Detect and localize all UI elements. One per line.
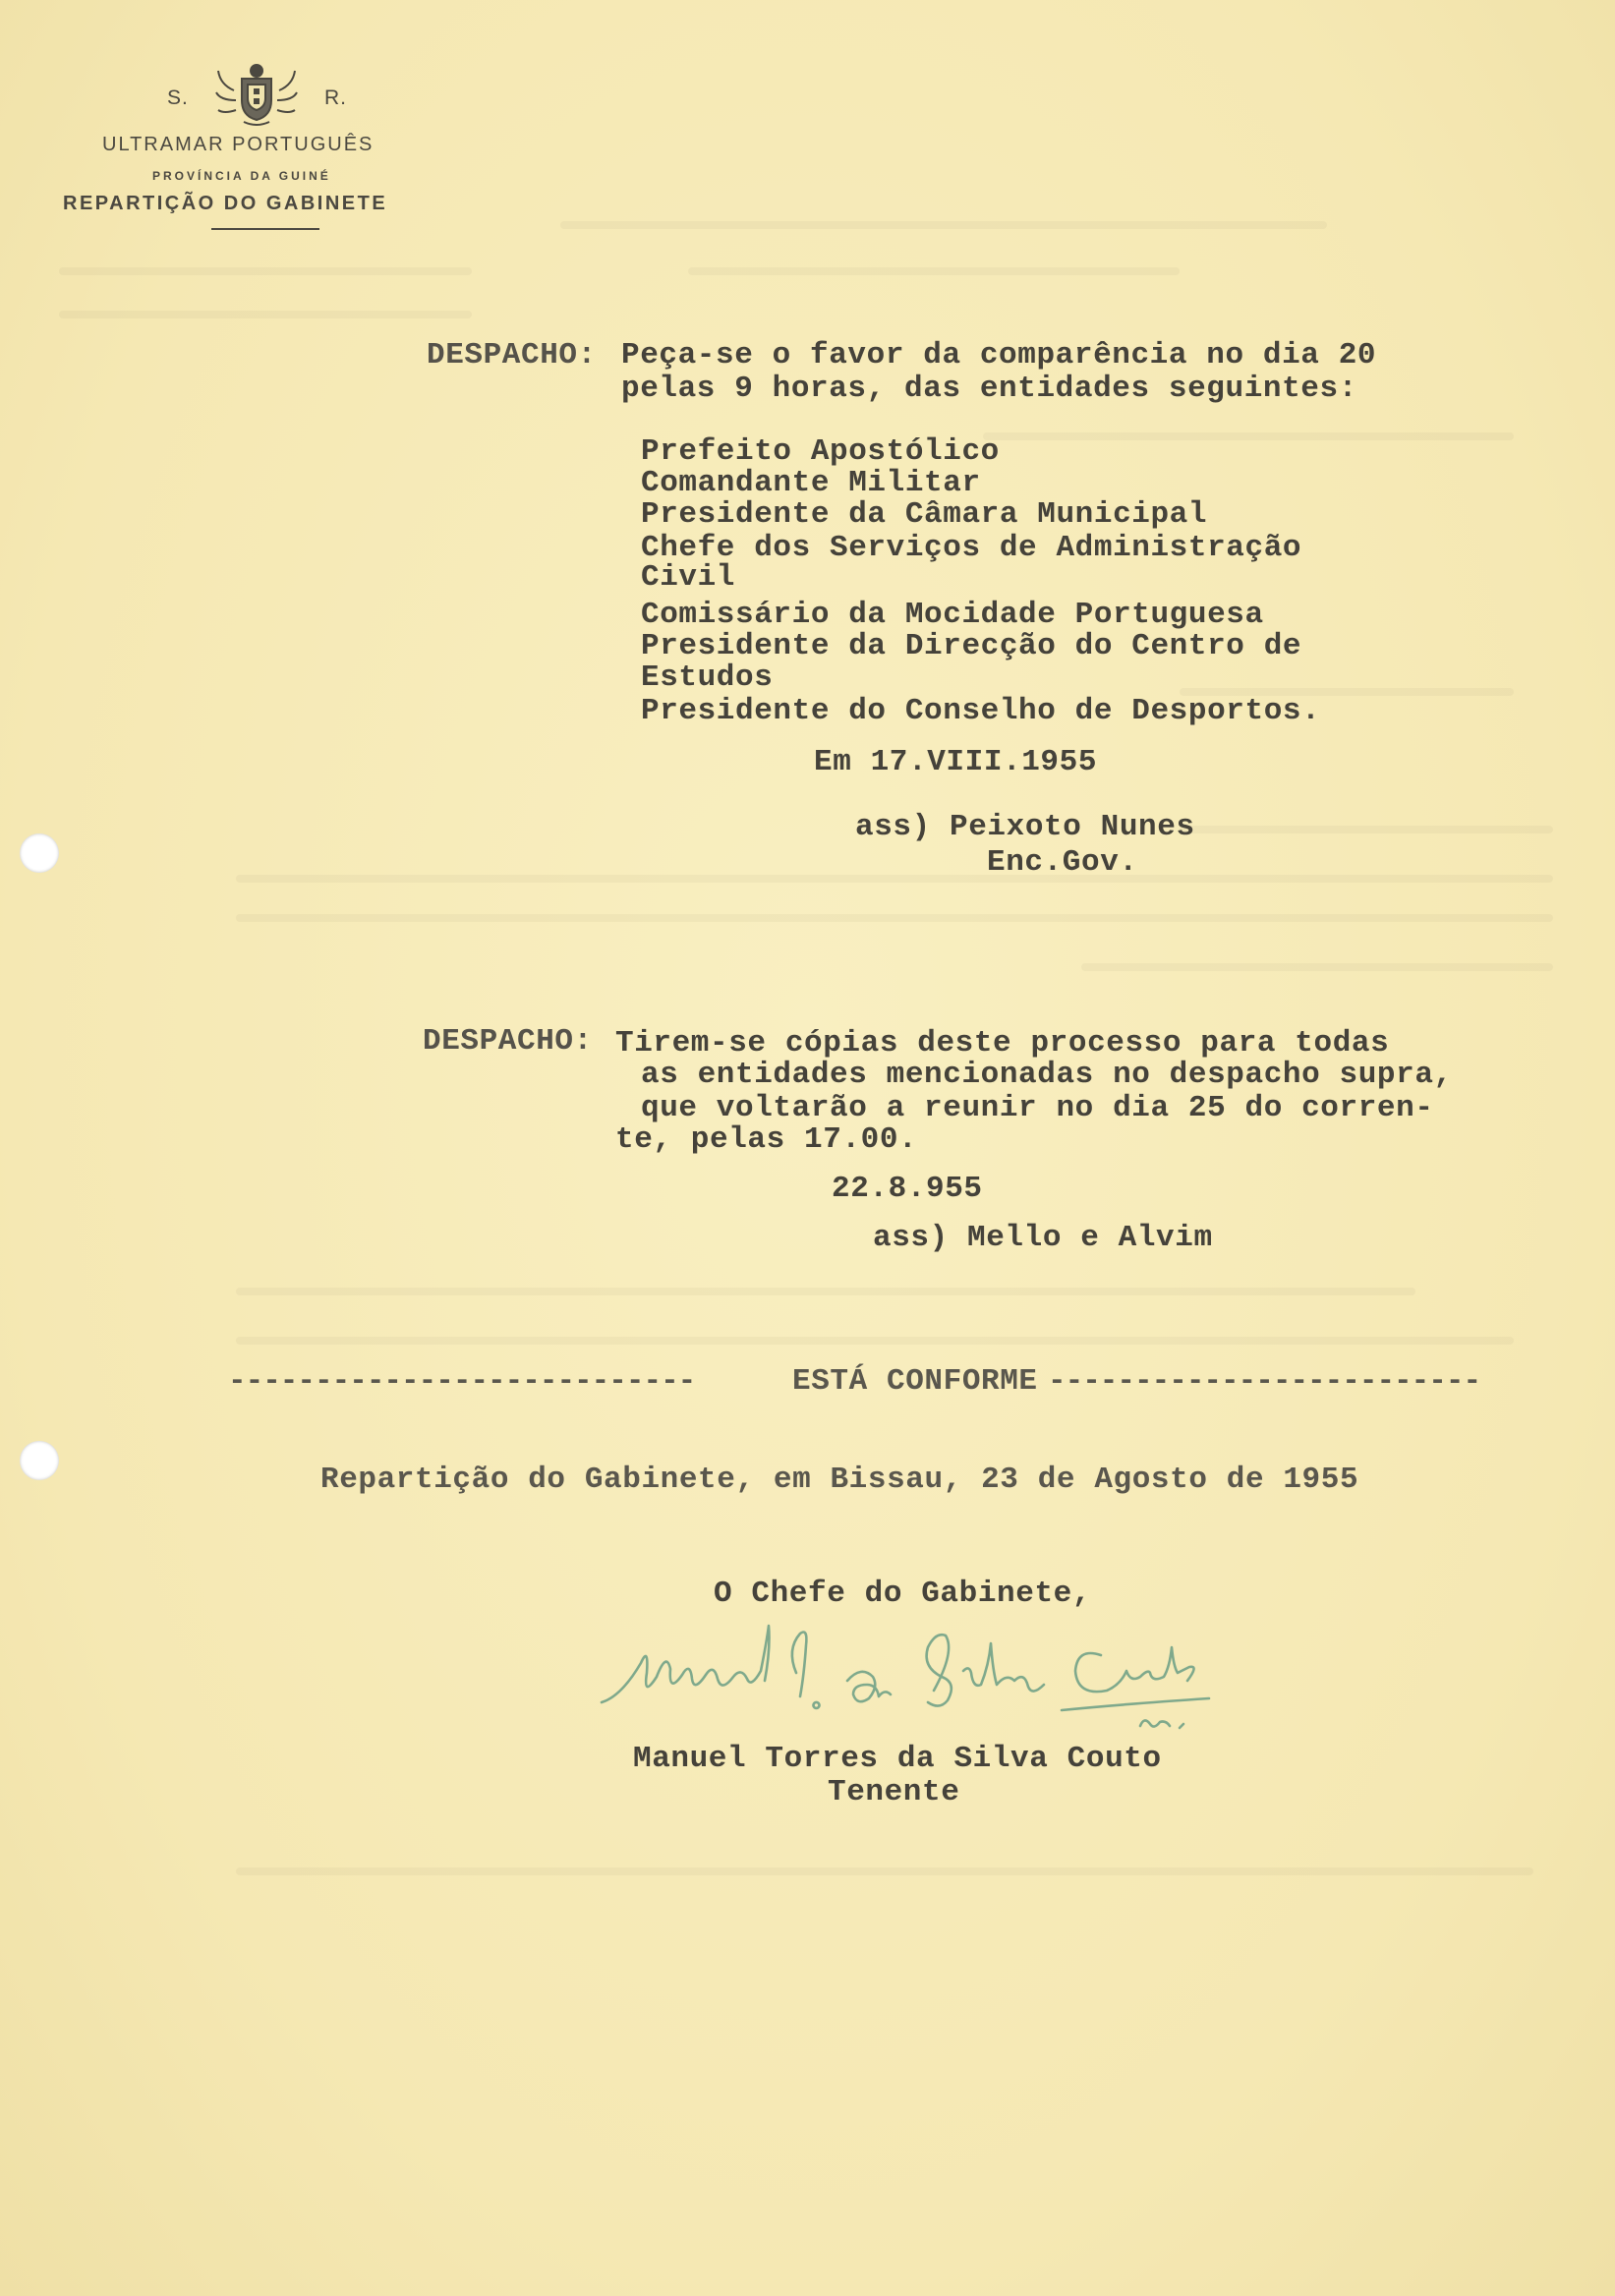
show-through-line bbox=[983, 432, 1514, 440]
entity-item: Prefeito Apostólico bbox=[641, 434, 1000, 469]
despacho1-text-line1: Peça-se o favor da comparência no dia 20 bbox=[621, 338, 1377, 373]
show-through-line bbox=[560, 221, 1327, 229]
place-date: Repartição do Gabinete, em Bissau, 23 de Agosto de 1955 bbox=[320, 1463, 1359, 1497]
letterhead-rule bbox=[211, 228, 319, 230]
despacho2-signed: ass) Mello e Alvim bbox=[873, 1221, 1213, 1255]
entity-item: Estudos bbox=[641, 660, 774, 695]
despacho2-line: as entidades mencionadas no despacho supra, bbox=[641, 1058, 1453, 1092]
show-through-line bbox=[236, 1337, 1514, 1345]
letterhead-right-mark: R. bbox=[324, 86, 347, 109]
show-through-line bbox=[1180, 826, 1553, 833]
show-through-line bbox=[236, 875, 1553, 883]
conforme-dashes-left: --------------------------- bbox=[228, 1364, 696, 1399]
entity-item: Comissário da Mocidade Portuguesa bbox=[641, 598, 1264, 632]
show-through-line bbox=[236, 1288, 1415, 1295]
despacho1-date: Em 17.VIII.1955 bbox=[814, 745, 1098, 779]
closing-salutation: O Chefe do Gabinete, bbox=[714, 1577, 1092, 1611]
despacho2-date: 22.8.955 bbox=[832, 1172, 983, 1206]
entity-item: Comandante Militar bbox=[641, 466, 981, 500]
entity-item: Presidente do Conselho de Desportos. bbox=[641, 694, 1321, 728]
conforme-text: ESTÁ CONFORME bbox=[792, 1364, 1038, 1399]
punch-hole-lower bbox=[20, 1441, 59, 1480]
show-through-line bbox=[688, 267, 1180, 275]
letterhead-ultramar: ULTRAMAR PORTUGUÊS bbox=[102, 134, 375, 155]
coat-of-arms-icon bbox=[214, 61, 299, 128]
entity-item: Presidente da Direcção do Centro de bbox=[641, 629, 1302, 663]
closing-name: Manuel Torres da Silva Couto bbox=[633, 1742, 1162, 1776]
despacho1-title: Enc.Gov. bbox=[987, 845, 1138, 880]
handwritten-signature bbox=[590, 1612, 1239, 1740]
entity-item: Civil bbox=[641, 560, 736, 595]
entity-item: Chefe dos Serviços de Administração bbox=[641, 531, 1302, 565]
conforme-dashes-right: ------------------------- bbox=[1048, 1364, 1481, 1399]
despacho1-text-line2: pelas 9 horas, das entidades seguintes: bbox=[621, 372, 1357, 406]
despacho2-label: DESPACHO: bbox=[423, 1024, 593, 1059]
show-through-line bbox=[236, 1867, 1533, 1875]
show-through-line bbox=[59, 311, 472, 318]
show-through-line bbox=[59, 267, 472, 275]
despacho1-label: DESPACHO: bbox=[427, 338, 597, 373]
letterhead-left-mark: S. bbox=[167, 86, 189, 109]
despacho2-line: Tirem-se cópias deste processo para todas bbox=[615, 1026, 1390, 1061]
closing-rank: Tenente bbox=[828, 1775, 960, 1809]
despacho1-signed: ass) Peixoto Nunes bbox=[855, 810, 1195, 844]
despacho2-line: te, pelas 17.00. bbox=[615, 1122, 918, 1157]
punch-hole-upper bbox=[20, 833, 59, 873]
show-through-line bbox=[236, 914, 1553, 922]
despacho2-line: que voltarão a reunir no dia 25 do corren- bbox=[641, 1091, 1434, 1125]
letterhead-provincia: PROVÍNCIA DA GUINÉ bbox=[152, 169, 331, 183]
letterhead-reparticao: REPARTIÇÃO DO GABINETE bbox=[63, 193, 388, 214]
entity-item: Presidente da Câmara Municipal bbox=[641, 497, 1208, 532]
show-through-line bbox=[1081, 963, 1553, 971]
